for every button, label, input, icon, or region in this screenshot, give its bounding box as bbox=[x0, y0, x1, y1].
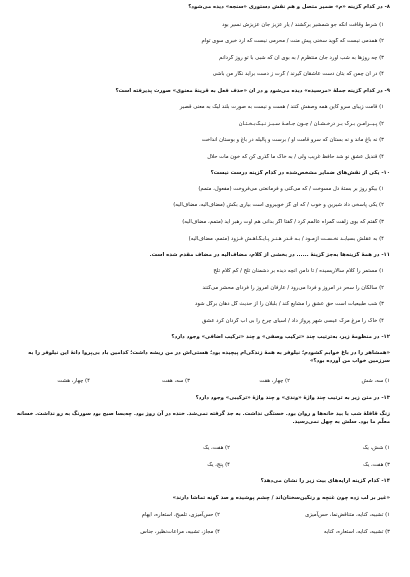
q8-option-4: ۴) در آن چمن که بتان دست عاشقان گیرند / گرت ز دست برآید نگار من باشی bbox=[212, 71, 384, 77]
q13-choice-4: ۴) پنج، یک bbox=[207, 462, 230, 468]
q9-option-2: ۲) پـیــرامـن بـرگ بـر درخـشـان / چـون جـامـهٔ سـبـز نـیـک‌بـخـتـان bbox=[238, 121, 384, 127]
q13-passage: زنگ قافلهٔ شب با بید خانه‌ها و روان بود. خستگی نداشت. به جد گرفته نمی‌شد. خنده در آن روز بود. چه‌بسا صبح بود سورنگ به رو نداشت. خسانه معلّم ما بود. سلش به چهل نمی‌رسید. bbox=[16, 411, 390, 425]
q12-choice-2: ۲) چهار، هفت bbox=[259, 378, 290, 384]
q9-option-1: ۱) قامت زیبای سرو کاین همه وصفش کنند / هست و نیست به صورت بلند لیک به معنی قصیر bbox=[179, 104, 384, 110]
q14-choices-row-1 bbox=[10, 512, 390, 520]
q14-choice-4: ۴) مجاز، تشبیه، مراعات‌نظیر، جناس bbox=[140, 529, 220, 535]
q9-option-3: ۳) نه باغ ماند و نه بستان که سرو قامت او / برست و پالیله در باغ و بوستان انداخت bbox=[201, 137, 384, 143]
q14-verse: «غیر بر لب زده چون غنچه و رنگین‌سخنان‌اند / چشم پوشیده و صد گونه تماشا دارند» bbox=[172, 495, 390, 501]
q14-choice-2: ۲) حس‌آمیزی، تلمیح، استعاره، ایهام bbox=[141, 512, 220, 518]
q12-title: ۱۲- در منظومهٔ زیر، به‌ترتیب چند «ترکیب وصفی» و چند «ترکیب اضافی» وجود دارد؟ bbox=[171, 334, 390, 340]
q14-choices-row-2 bbox=[10, 529, 390, 537]
q13-choices-row-1 bbox=[10, 445, 390, 453]
q8-title: ۸- در کدام گزینه «م» ضمیر متصل و هم نقش دستوری «سنجه» دیده می‌شود؟ bbox=[188, 4, 390, 10]
q9-title: ۹- در کدام گزینه جملهٔ «مرسیده» دیده می‌شود و در آن «حذف فعل به قرینهٔ معنوی» صورت پذیرفته است؟ bbox=[115, 88, 390, 94]
q8-option-2: ۲) همدمی نیست که گوید سخنی پیش منت / محرمی نیست که آرد خبری سوی توام bbox=[201, 38, 384, 44]
q11-option-1: ۱) مستمر را کلام سالاریسیده / تا دامن آنچه دیده بر دشمنان تلخ / کم کلام تلخ bbox=[213, 268, 384, 274]
q12-choices bbox=[10, 378, 390, 386]
q11-title: ۱۱- در همهٔ گزینه‌ها به‌جز گزینهٔ ...... در بخشی از کلام، مضاف‌الیه در مضاف مقدم شده است. bbox=[149, 252, 390, 258]
q13-choice-3: ۳) هفت، یک bbox=[363, 462, 390, 468]
q10-option-4: ۴) به عقلش بسیابـد نخـسـت آزمـود / بـه قـدر هـنـر پـایـگـاهـش فـزود (متمم، مضاف‌الیه) bbox=[188, 236, 384, 242]
q8-option-3: ۳) چه روزها به شب آورد جان منتظرم / به بوی آن که شبی با تو روز گردانم bbox=[219, 55, 384, 61]
q12-passage: «همشاهر را در باغ خوابم کشودم؛ نیلوفر به همهٔ زندگی‌ام پیچیده بود؛ هستی‌اش در من ریشه داشت؛ کدامین باد بی‌پروا دانهٔ این نیلوفر را به سرزمین خواب من آورده بود؟» bbox=[28, 350, 390, 364]
q14-choice-1: ۱) تشبیه، کنایه، متناقض‌نما، حس‌آمیزی bbox=[305, 512, 390, 518]
q13-choices-row-2 bbox=[10, 462, 390, 470]
q10-option-2: ۲) یکی پاسخی داد شیرین و خوب / که ای گز خوبیروی است بیاری بکش (مضاف‌الیه، مضاف‌الیه) bbox=[173, 202, 384, 208]
q13-choice-2: ۲) هفت، یک bbox=[203, 445, 230, 451]
q10-title: ۱۰- یکی از نقش‌های ضمایر مشخص‌شده در کدام گزینه درست نیست؟ bbox=[210, 170, 390, 176]
q9-option-4: ۴) قندیل عشق نو شد حافظ غریب ولی / به خاک ما گذری کن که خون مات حلال bbox=[207, 154, 384, 160]
q13-choice-1: ۱) شش، یک bbox=[362, 445, 390, 451]
q12-choice-1: ۱) سه، شش bbox=[361, 378, 390, 384]
q11-option-4: ۴) خاک را مرغ مرگ عیسی شهر پرواز داد / آسیای چرخ را بی آب گردان کرد عشق bbox=[202, 318, 384, 324]
q10-option-1: ۱) بیکو روز بر بستهٔ دل مسوخت / که می‌کنی و فرمانعتی می‌فروخت (مفعول، متمم) bbox=[198, 186, 384, 192]
q11-option-2: ۲) سالکان را سحر در امروز و فردا می‌رود / عارفان امروز را فردای محشر می‌کنند bbox=[202, 285, 384, 291]
q8-option-1: ۱) شرط وقافت آنکه جو شمشیر برکشند / یار عزیز جان عزیزش نسیر بود bbox=[222, 22, 384, 28]
q12-choice-3: ۳) سه، هفت bbox=[162, 378, 190, 384]
q13-title: ۱۳- در متن زیر به ترتیب چند واژهٔ «وندی» و چند واژهٔ «ترکیبی» وجود دارد؟ bbox=[195, 395, 390, 401]
q14-title: ۱۴- کدام گزینه آرایه‌های بیت زیر را نشان می‌دهد؟ bbox=[260, 478, 390, 484]
q11-option-3: ۳) شب طبیعیات است حق عشق را مشایع کند / بلبلان را از حدیث گل دهان برگل شود bbox=[195, 301, 384, 307]
q14-choice-3: ۳) تشبیه، کنایه، استعاره، کنایه bbox=[323, 529, 390, 535]
q12-choice-4: ۴) چهار، هشت bbox=[57, 378, 90, 384]
q10-option-3: ۳) گفتم که بوی زلفت گمراه عالمم کرد / گفتا اگر بدانی هم اوت رهبر آید (متمم، مضاف‌الیه) bbox=[182, 219, 384, 225]
